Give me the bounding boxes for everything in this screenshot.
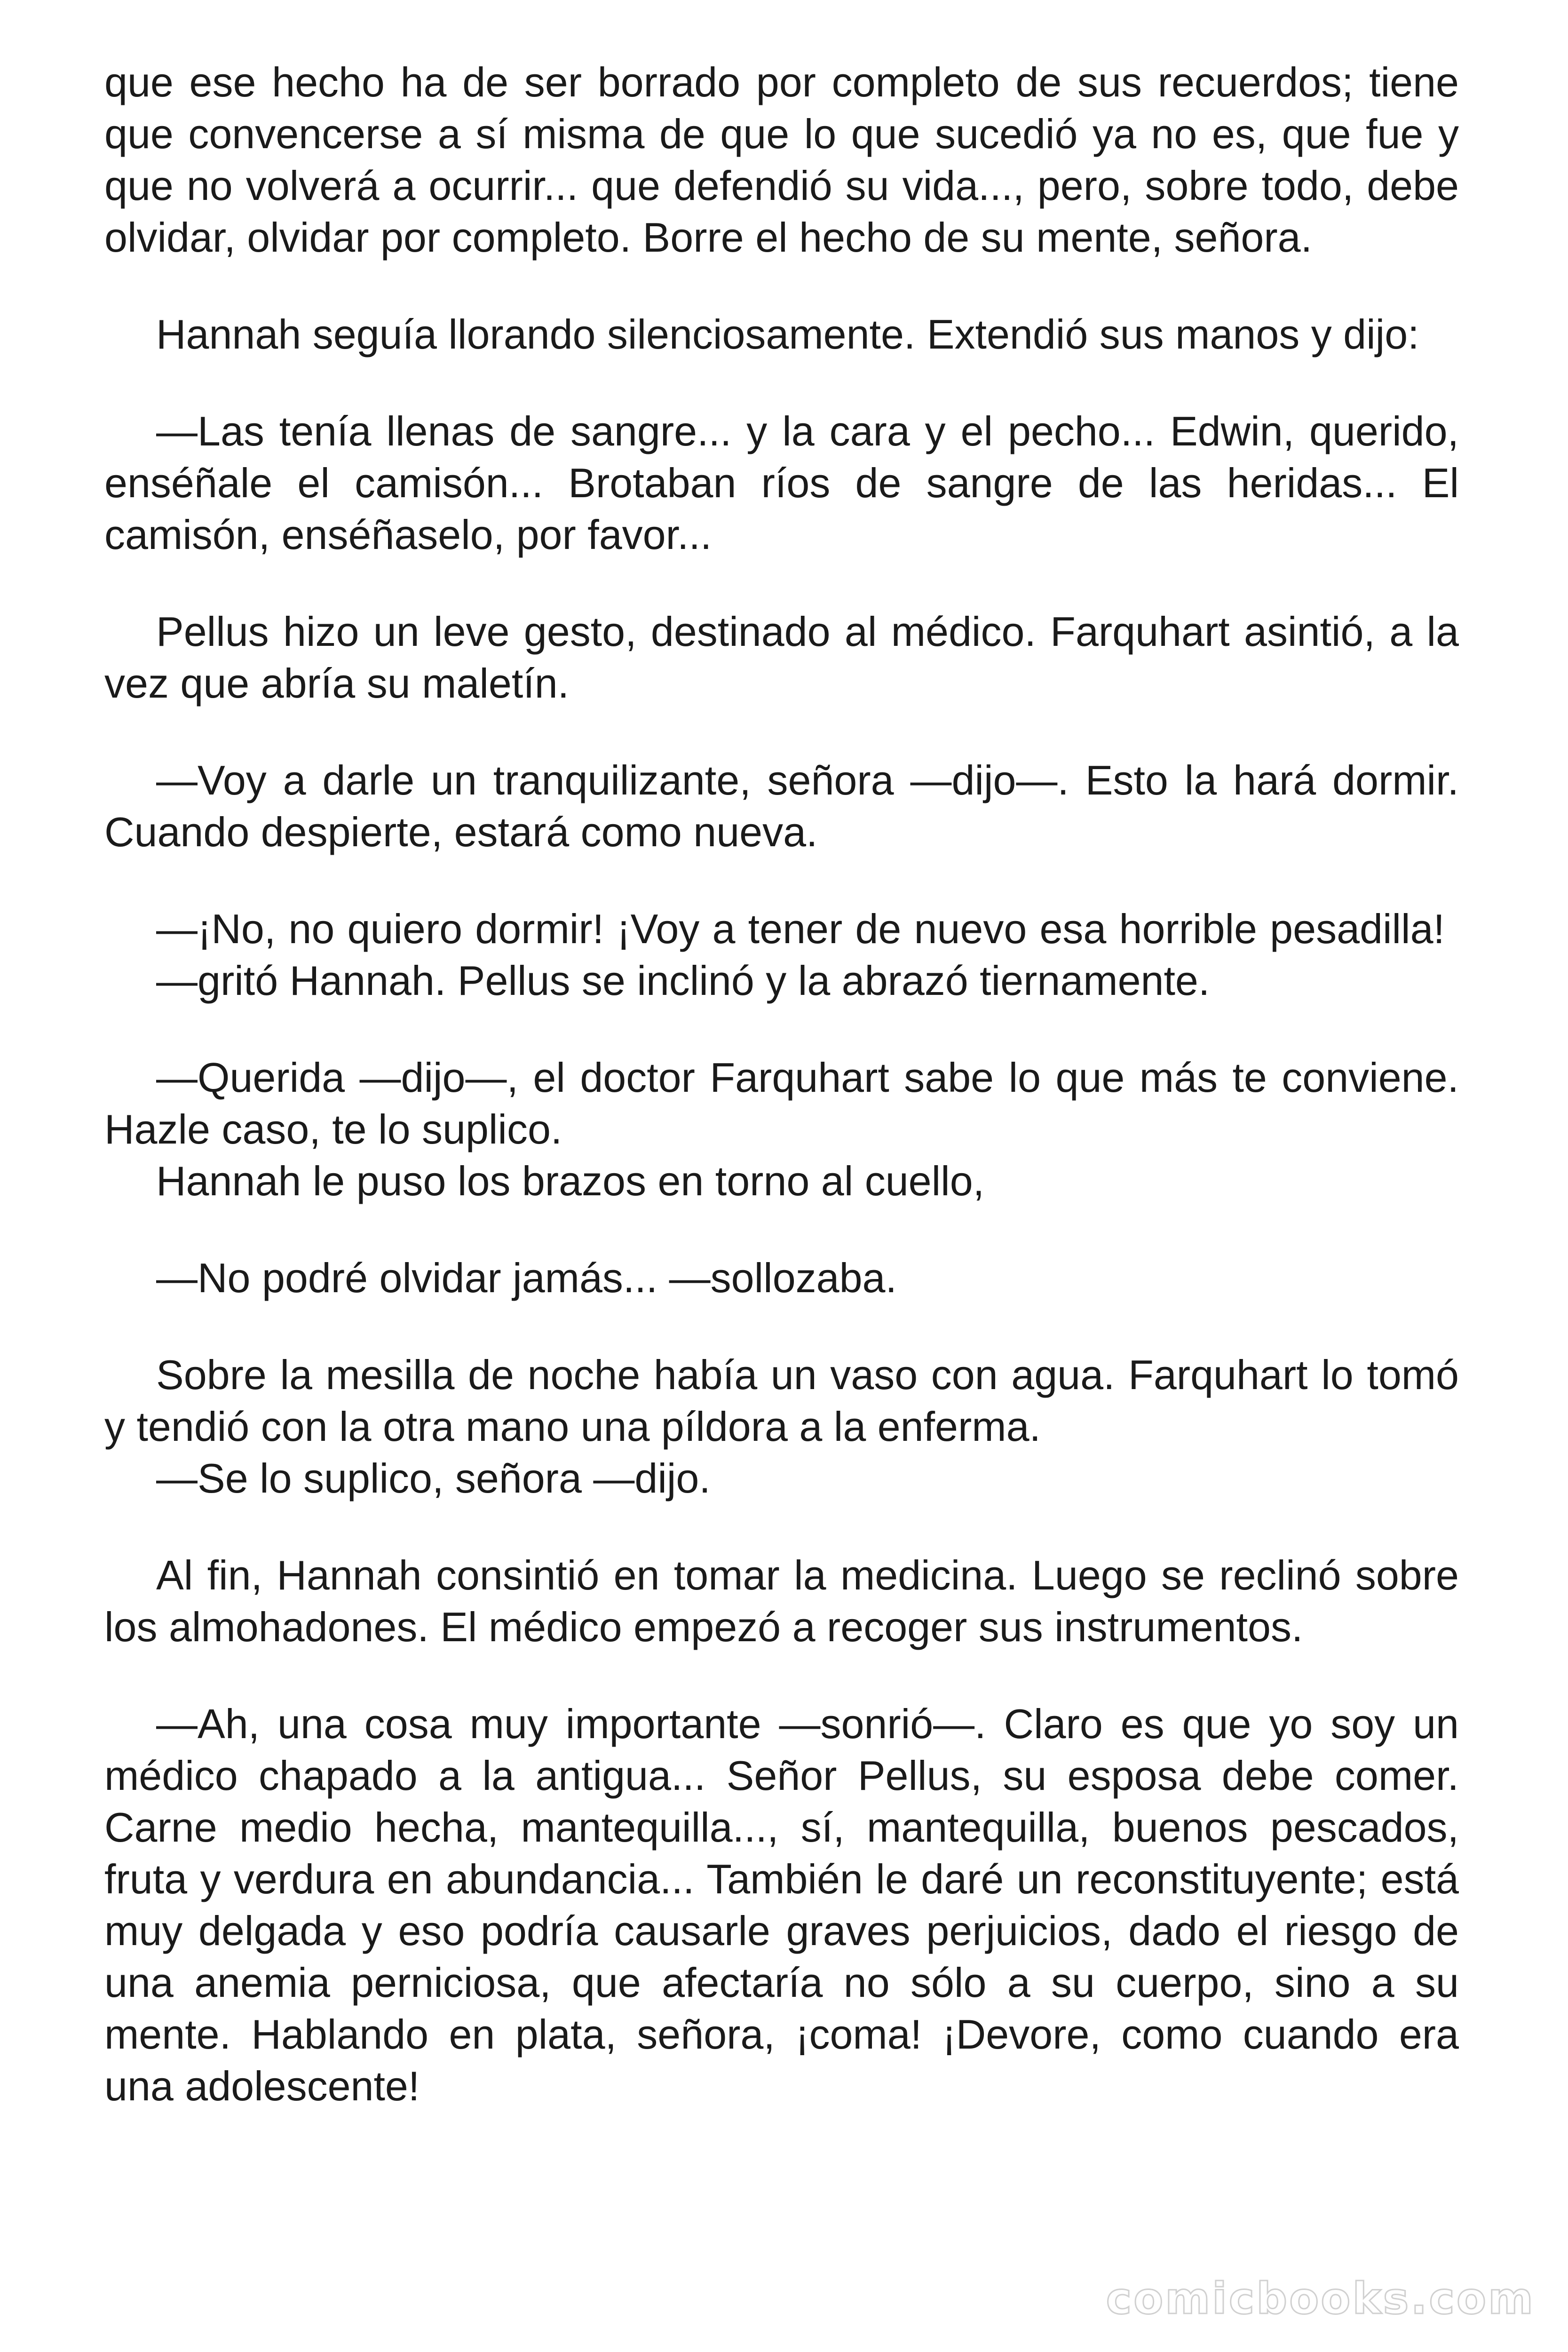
paragraph-4: Pellus hizo un leve gesto, destinado al médico. Farquhart asintió, a la vez que abría su maletín. xyxy=(104,608,1459,707)
text-column xyxy=(104,56,1459,2157)
paragraph-7: —Querida —dijo—, el doctor Farquhart sabe lo que más te conviene. Hazle caso, te lo suplico. xyxy=(104,1054,1459,1152)
paragraph-8: Hannah le puso los brazos en torno al cuello, xyxy=(156,1158,985,1204)
paragraph-11: —Se lo suplico, señora —dijo. xyxy=(156,1455,711,1502)
paragraph-5: —Voy a darle un tranquilizante, señora —dijo—. Esto la hará dormir. Cuando despierte, estará como nueva. xyxy=(104,757,1459,855)
paragraph-2: Hannah seguía llorando silenciosamente. Extendió sus manos y dijo: xyxy=(156,311,1419,358)
paragraph-10: Sobre la mesilla de noche había un vaso con agua. Farquhart lo tomó y tendió con la otra mano una píldora a la enferma. xyxy=(104,1351,1459,1450)
paragraph-13: —Ah, una cosa muy importante —sonrió—. Claro es que yo soy un médico chapado a la antigua... Señor Pellus, su esposa debe comer. Carne medio hecha, mantequilla..., sí, mantequilla, buenos pescados, fruta y verdura en abundancia... También le daré un reconstituyente; está muy delgada y eso podría causarle graves perjuicios, dado el riesgo de una anemia perniciosa, que afectaría no sólo a su cuerpo, sino a su mente. Hablando en plata, señora, ¡coma! ¡Devore, como cuando era una adolescente! xyxy=(104,1700,1459,2109)
watermark: comicbooks.com xyxy=(1106,2273,1535,2324)
paragraph-9: —No podré olvidar jamás... —sollozaba. xyxy=(156,1255,897,1301)
paragraph-3: —Las tenía llenas de sangre... y la cara y el pecho... Edwin, querido, enséñale el camisón... Brotaban ríos de sangre de las heridas... El camisón, enséñaselo, por favor... xyxy=(104,408,1459,558)
paragraph-1: que ese hecho ha de ser borrado por completo de sus recuerdos; tiene que convencerse a sí misma de que lo que sucedió ya no es, que fue y que no volverá a ocurrir... que defendió su vida..., pero, sobre todo, debe olvidar, olvidar por completo. Borre el hecho de su mente, señora. xyxy=(104,59,1459,261)
paragraph-6: —¡No, no quiero dormir! ¡Voy a tener de nuevo esa horrible pesadilla! —gritó Hannah. Pellus se inclinó y la abrazó tiernamente. xyxy=(156,906,1445,1004)
paragraph-12: Al fin, Hannah consintió en tomar la medicina. Luego se reclinó sobre los almohadones. El médico empezó a recoger sus instrumentos. xyxy=(104,1552,1459,1650)
